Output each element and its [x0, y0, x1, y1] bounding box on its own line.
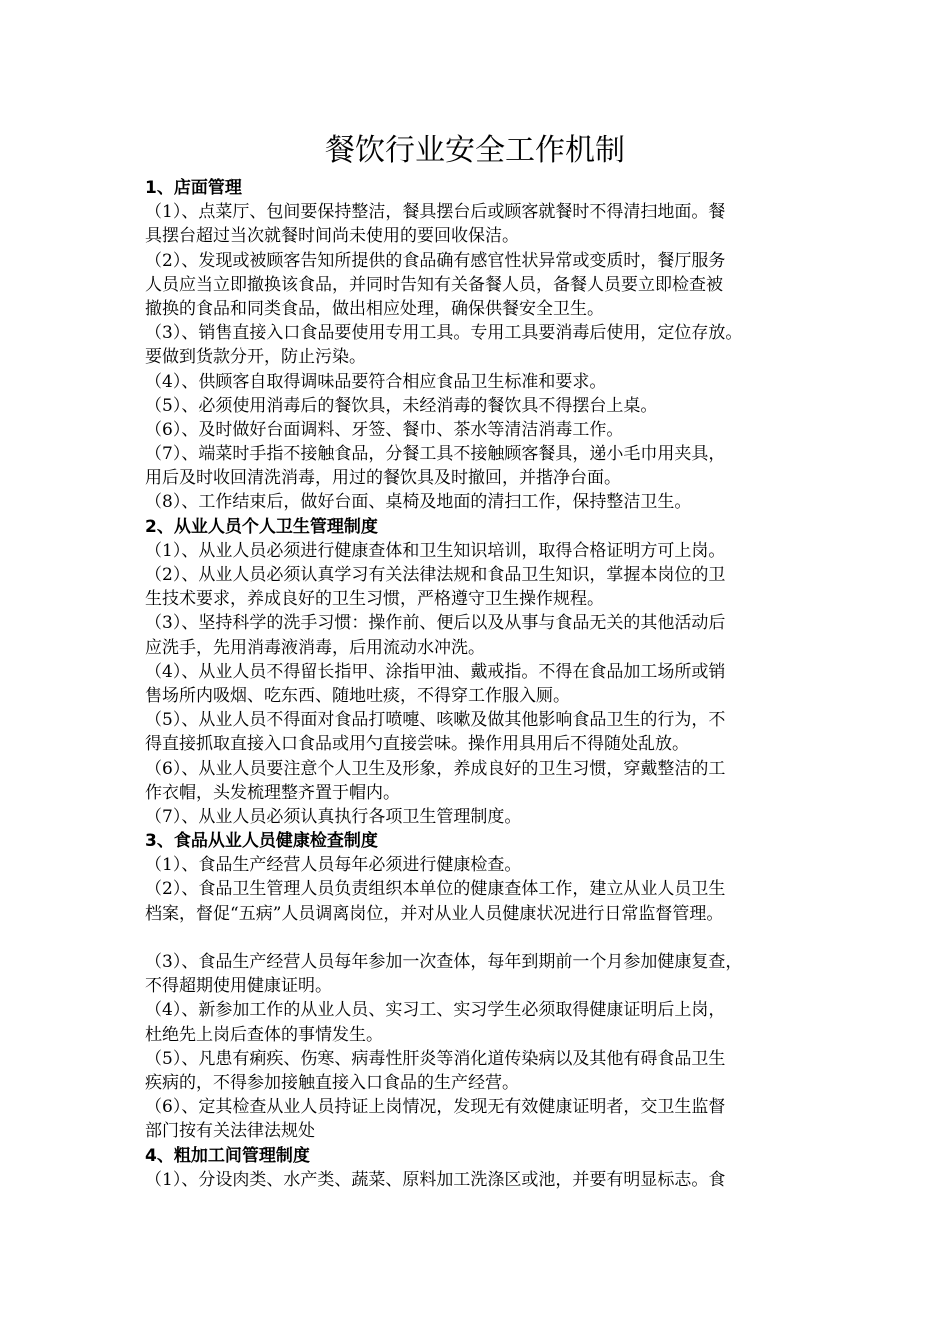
- paragraph-line: （5）、必须使用消毒后的餐饮具，未经消毒的餐饮具不得摆台上桌。: [145, 395, 658, 416]
- paragraph-line: 档案，督促“五病”人员调离岗位，并对从业人员健康状况进行日常监督管理。: [145, 903, 724, 924]
- paragraph-line: （3）、坚持科学的洗手习惯：操作前、便后以及从事与食品无关的其他活动后: [145, 613, 726, 634]
- paragraph-line: （4）、从业人员不得留长指甲、涂指甲油、戴戒指。不得在食品加工场所或销: [145, 661, 726, 682]
- paragraph-line: （2）、发现或被顾客告知所提供的食品确有感官性状异常或变质时，餐厅服务: [145, 250, 726, 271]
- paragraph-line: （2）、从业人员必须认真学习有关法律法规和食品卫生知识，掌握本岗位的卫: [145, 565, 726, 585]
- paragraph-line: （7）、从业人员必须认真执行各项卫生管理制度。: [145, 806, 522, 827]
- paragraph-line: 杜绝先上岗后查体的事情发生。: [145, 1024, 383, 1045]
- paragraph-line: （1）、从业人员必须进行健康查体和卫生知识培训，取得合格证明方可上岗。: [145, 540, 726, 561]
- paragraph-line: （3）、销售直接入口食品要使用专用工具。专用工具要消毒后使用，定位存放。: [145, 323, 743, 344]
- section-heading: 2、从业人员个人卫生管理制度: [145, 516, 378, 537]
- paragraph-line: （4）、新参加工作的从业人员、实习工、实习学生必须取得健康证明后上岗，: [145, 1000, 726, 1021]
- document-title: 餐饮行业安全工作机制: [325, 133, 625, 168]
- paragraph-line: （4）、供顾客自取得调味品要符合相应食品卫生标准和要求。: [145, 371, 607, 392]
- paragraph-line: 生技术要求，养成良好的卫生习惯，严格遵守卫生操作规程。: [145, 589, 604, 610]
- paragraph-line: 具摆台超过当次就餐时间尚未使用的要回收保洁。: [145, 226, 519, 247]
- paragraph-line: 不得超期使用健康证明。: [145, 976, 332, 997]
- paragraph-line: （6）、从业人员要注意个人卫生及形象，养成良好的卫生习惯，穿戴整洁的工: [145, 758, 726, 779]
- paragraph-line: （6）、定其检查从业人员持证上岗情况，发现无有效健康证明者，交卫生监督: [145, 1097, 726, 1118]
- document-body: [145, 176, 825, 1192]
- paragraph-line: 撤换的食品和同类食品，做出相应处理，确保供餐安全卫生。: [145, 298, 604, 319]
- paragraph-line: 部门按有关法律法规处: [145, 1121, 315, 1142]
- section-heading: 3、食品从业人员健康检查制度: [145, 831, 378, 852]
- paragraph-line: 得直接抓取直接入口食品或用勺直接尝味。操作用具用后不得随处乱放。: [145, 734, 689, 755]
- paragraph-line: 疾病的，不得参加接触直接入口食品的生产经营。: [145, 1072, 519, 1093]
- paragraph-line: 要做到货款分开，防止污染。: [145, 347, 366, 368]
- section-heading: 1、店面管理: [145, 178, 242, 198]
- section-heading: 4、粗加工间管理制度: [145, 1145, 310, 1166]
- paragraph-line: 售场所内吸烟、吃东西、随地吐痰，不得穿工作服入厕。: [145, 685, 570, 706]
- paragraph-line: （5）、从业人员不得面对食品打喷嚏、咳嗽及做其他影响食品卫生的行为，不: [145, 710, 726, 731]
- paragraph-line: （6）、及时做好台面调料、牙签、餐巾、茶水等清洁消毒工作。: [145, 419, 624, 440]
- paragraph-line: 应洗手，先用消毒液消毒，后用流动水冲洗。: [145, 637, 485, 658]
- paragraph-line: （1）、点菜厅、包间要保持整洁，餐具摆台后或顾客就餐时不得清扫地面。餐: [145, 202, 726, 223]
- paragraph-line: 用后及时收回清洗消毒，用过的餐饮具及时撤回，并揩净台面。: [145, 468, 621, 489]
- blank-line: [145, 926, 825, 950]
- paragraph-line: （5）、凡患有痢疾、伤寒、病毒性肝炎等消化道传染病以及其他有碍食品卫生: [145, 1048, 726, 1069]
- paragraph-line: 作衣帽，头发梳理整齐置于帽内。: [145, 782, 400, 803]
- paragraph-line: （3）、食品生产经营人员每年参加一次查体，每年到期前一个月参加健康复查，: [145, 952, 743, 972]
- paragraph-line: （7）、端菜时手指不接触食品，分餐工具不接触顾客餐具，递小毛巾用夹具，: [145, 444, 726, 465]
- paragraph-line: （1）、分设肉类、水产类、蔬菜、原料加工洗涤区或池，并要有明显标志。食: [145, 1169, 726, 1190]
- paragraph-line: （2）、食品卫生管理人员负责组织本单位的健康查体工作，建立从业人员卫生: [145, 879, 726, 900]
- paragraph-line: （1）、食品生产经营人员每年必须进行健康检查。: [145, 855, 522, 876]
- paragraph-line: （8）、工作结束后，做好台面、桌椅及地面的清扫工作，保持整洁卫生。: [145, 492, 692, 513]
- paragraph-line: 人员应当立即撤换该食品，并同时告知有关备餐人员，备餐人员要立即检查被: [145, 274, 723, 295]
